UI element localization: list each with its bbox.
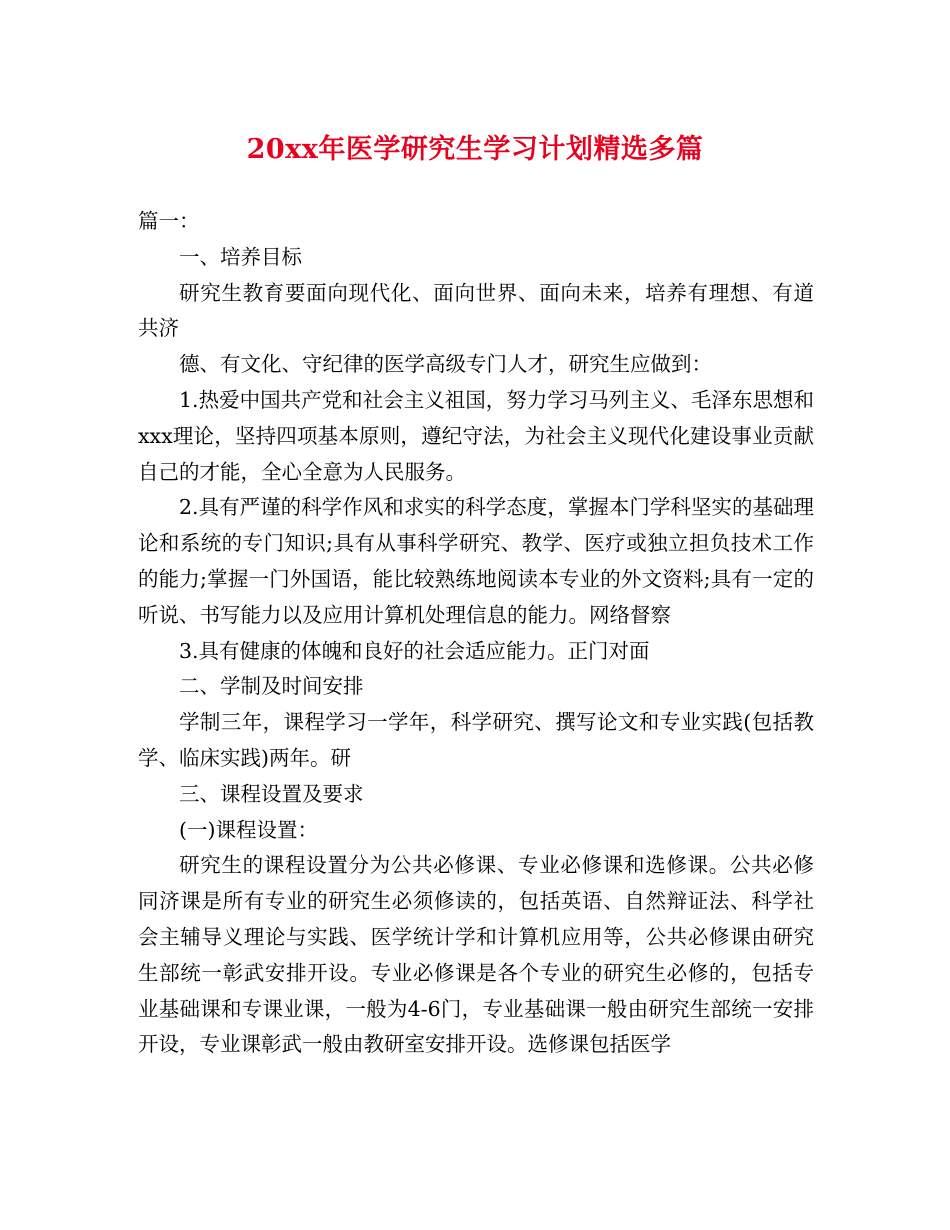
paragraph: 学制三年，课程学习一学年，科学研究、撰写论文和专业实践(包括教学、临床实践)两年。研 [138,710,814,770]
subheading-course-setup: (一)课程设置： [179,817,318,842]
heading-schedule: 二、学制及时间安排 [179,674,364,699]
document-body [138,204,814,1063]
paragraph: 德、有文化、守纪律的医学高级专门人才，研究生应做到： [179,352,712,377]
document-title: 20xx年医学研究生学习计划精选多篇 [246,134,704,165]
heading-curriculum: 三、课程设置及要求 [179,781,364,806]
paragraph: 研究生教育要面向现代化、面向世界、面向未来，培养有理想、有道共济 [138,280,814,341]
paragraph: 研究生的课程设置分为公共必修课、专业必修课和选修课。公共必修同济课是所有专业的研究生必须修读的，包括英语、自然辩证法、科学社会主辅导义理论与实践、医学统计学和计算机应用等，公共必修课由研究生部统一彰武安排开设。专业必修课是各个专业的研究生必修的，包括专业基础课和专课业课，一般为4-6门，专业基础课一般由研究生部统一安排开设，专业课彰武一般由教研室安排开设。选修课包括医学 [138,853,814,1057]
list-item: 2.具有严谨的科学作风和求实的科学态度，掌握本门学科坚实的基础理论和系统的专门知识;具有从事科学研究、教学、医疗或独立担负技术工作的能力;掌握一门外国语，能比较熟练地阅读本专业的外文资料;具有一定的听说、书写能力以及应用计算机处理信息的能力。网络督察 [138,495,814,627]
list-item: 1.热爱中国共产党和社会主义祖国，努力学习马列主义、毛泽东思想和xxx理论，坚持四项基本原则，遵纪守法，为社会主义现代化建设事业贡献自己的才能，全心全意为人民服务。 [138,387,814,484]
heading-training-goals: 一、培养目标 [179,244,302,269]
section-label: 篇一： [138,209,200,233]
list-item: 3.具有健康的体魄和良好的社会适应能力。正门对面 [179,638,650,663]
